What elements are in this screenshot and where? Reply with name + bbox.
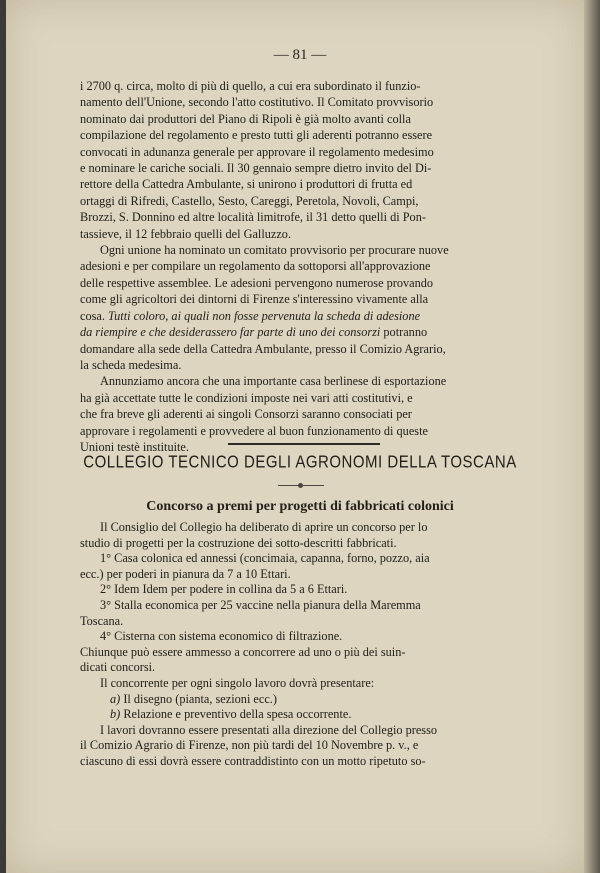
text-line: Ogni unione ha nominato un comitato provvisorio per procurare nuove [100, 243, 449, 258]
text-line: Annunziamo ancora che una importante casa berlinese di esportazione [100, 374, 447, 389]
text-span: potranno [380, 325, 428, 340]
text-line [80, 324, 496, 340]
text-line: ha già accettate tutte le condizioni imposte nei vari atti costitutivi, e [80, 390, 413, 405]
list-item: 3° Stalla economica per 25 vaccine nella pianura della Maremma [100, 597, 421, 612]
text-line: tassieve, il 12 febbraio quelli del Galluzzo. [80, 226, 292, 241]
text-line: delle respettive assemblee. Le adesioni pervengono numerose provando [80, 275, 434, 290]
text-line: compilazione del regolamento e presto tutti gli aderenti potranno essere [80, 128, 433, 143]
text-line: approvare i regolamenti e provvedere al buon funzionamento di queste [80, 423, 428, 438]
text-line: Chiunque può essere ammesso a concorrere ad uno o più dei suin- [80, 644, 406, 659]
text-line: convocati in adunanza generale per approvare il regolamento medesimo [80, 144, 434, 159]
ornament-rule [278, 485, 324, 486]
text-line: il Comizio Agrario di Firenze, non più tardi del 10 Novembre p. v., e [80, 738, 419, 753]
page-edge [584, 0, 600, 873]
list-item: Toscana. [80, 613, 124, 628]
text-line: dicati concorsi. [80, 660, 156, 675]
text-line: Il concorrente per ogni singolo lavoro dovrà presentare: [100, 675, 375, 690]
text-line: I lavori dovranno essere presentati alla direzione del Collegio presso [100, 722, 438, 737]
list-item: 4° Cisterna con sistema economico di filtrazione. [100, 629, 343, 644]
section-subtitle: Concorso a premi per progetti di fabbricati colonici [146, 499, 454, 514]
ornament-dot [298, 483, 303, 488]
text-line: come gli agricoltori dei dintorni di Firenze s'interessino vivamente alla [80, 292, 429, 307]
text-line: ciascuno di essi dovrà essere contraddistinto con un motto ripetuto so- [80, 753, 426, 768]
item-letter: b) [110, 707, 121, 722]
text-line: rettore della Cattedra Ambulante, si unirono i produttori di frutta ed [80, 177, 413, 192]
list-item: ecc.) per poderi in pianura da 7 a 10 Ettari. [80, 566, 291, 581]
item-text: Il disegno (pianta, sezioni ecc.) [120, 691, 277, 706]
italic-text: da riempire e che desiderassero far parte di uno dei consorzi [80, 325, 381, 340]
text-line: Il Consiglio del Collegio ha deliberato di aprire un concorso per lo [100, 520, 428, 534]
text-line: e nominare le cariche sociali. Il 30 gennaio sempre dietro invito del Di- [80, 161, 432, 176]
paragraph-1 [80, 78, 496, 242]
requirement-item [80, 692, 496, 708]
text-line: Unioni testè instituite. [80, 439, 189, 454]
italic-text: Tutti coloro, ai quali non fosse pervenuta la scheda di adesione [108, 308, 421, 323]
text-line [80, 308, 496, 324]
section-divider [228, 443, 380, 445]
list-item: 2° Idem Idem per podere in collina da 5 a 6 Ettari. [100, 582, 348, 597]
text-line: domandare alla sede della Cattedra Ambulante, presso il Comizio Agrario, [80, 341, 446, 356]
article-body [80, 78, 496, 455]
text-line: i 2700 q. circa, molto di più di quello, a cui era subordinato il funzio- [80, 79, 421, 93]
text-line: nominato dai produttori del Piano di Ripoli è già molto avanti colla [80, 111, 411, 126]
item-text: Relazione e preventivo della spesa occorrente. [120, 707, 352, 722]
text-line: adesioni e per compilare un regolamento da sottoporsi all'approvazione [80, 259, 431, 274]
list-item: 1° Casa colonica ed annessi (concimaia, capanna, forno, pozzo, aia [100, 551, 430, 566]
text-line: namento dell'Unione, secondo l'atto costitutivo. Il Comitato provvisorio [80, 95, 434, 110]
item-letter: a) [110, 691, 121, 706]
section-title: COLLEGIO TECNICO DEGLI AGRONOMI DELLA TOSCANA [83, 452, 517, 473]
requirement-item [80, 707, 496, 723]
text-line: studio di progetti per la costruzione dei sotto-descritti fabbricati. [80, 535, 397, 550]
concorso-body [80, 520, 496, 770]
text-span: cosa. [80, 308, 108, 323]
page-number: — 81 — [273, 47, 327, 63]
text-line: ortaggi di Rifredi, Castello, Sesto, Careggi, Peretola, Novoli, Campi, [80, 193, 419, 208]
text-line: la scheda medesima. [80, 357, 182, 372]
paragraph-2 [80, 242, 496, 373]
text-line: che fra breve gli aderenti ai singoli Consorzi saranno consociati per [80, 407, 412, 422]
text-line: Brozzi, S. Donnino ed altre località limitrofe, il 31 detto quelli di Pon- [80, 210, 426, 225]
